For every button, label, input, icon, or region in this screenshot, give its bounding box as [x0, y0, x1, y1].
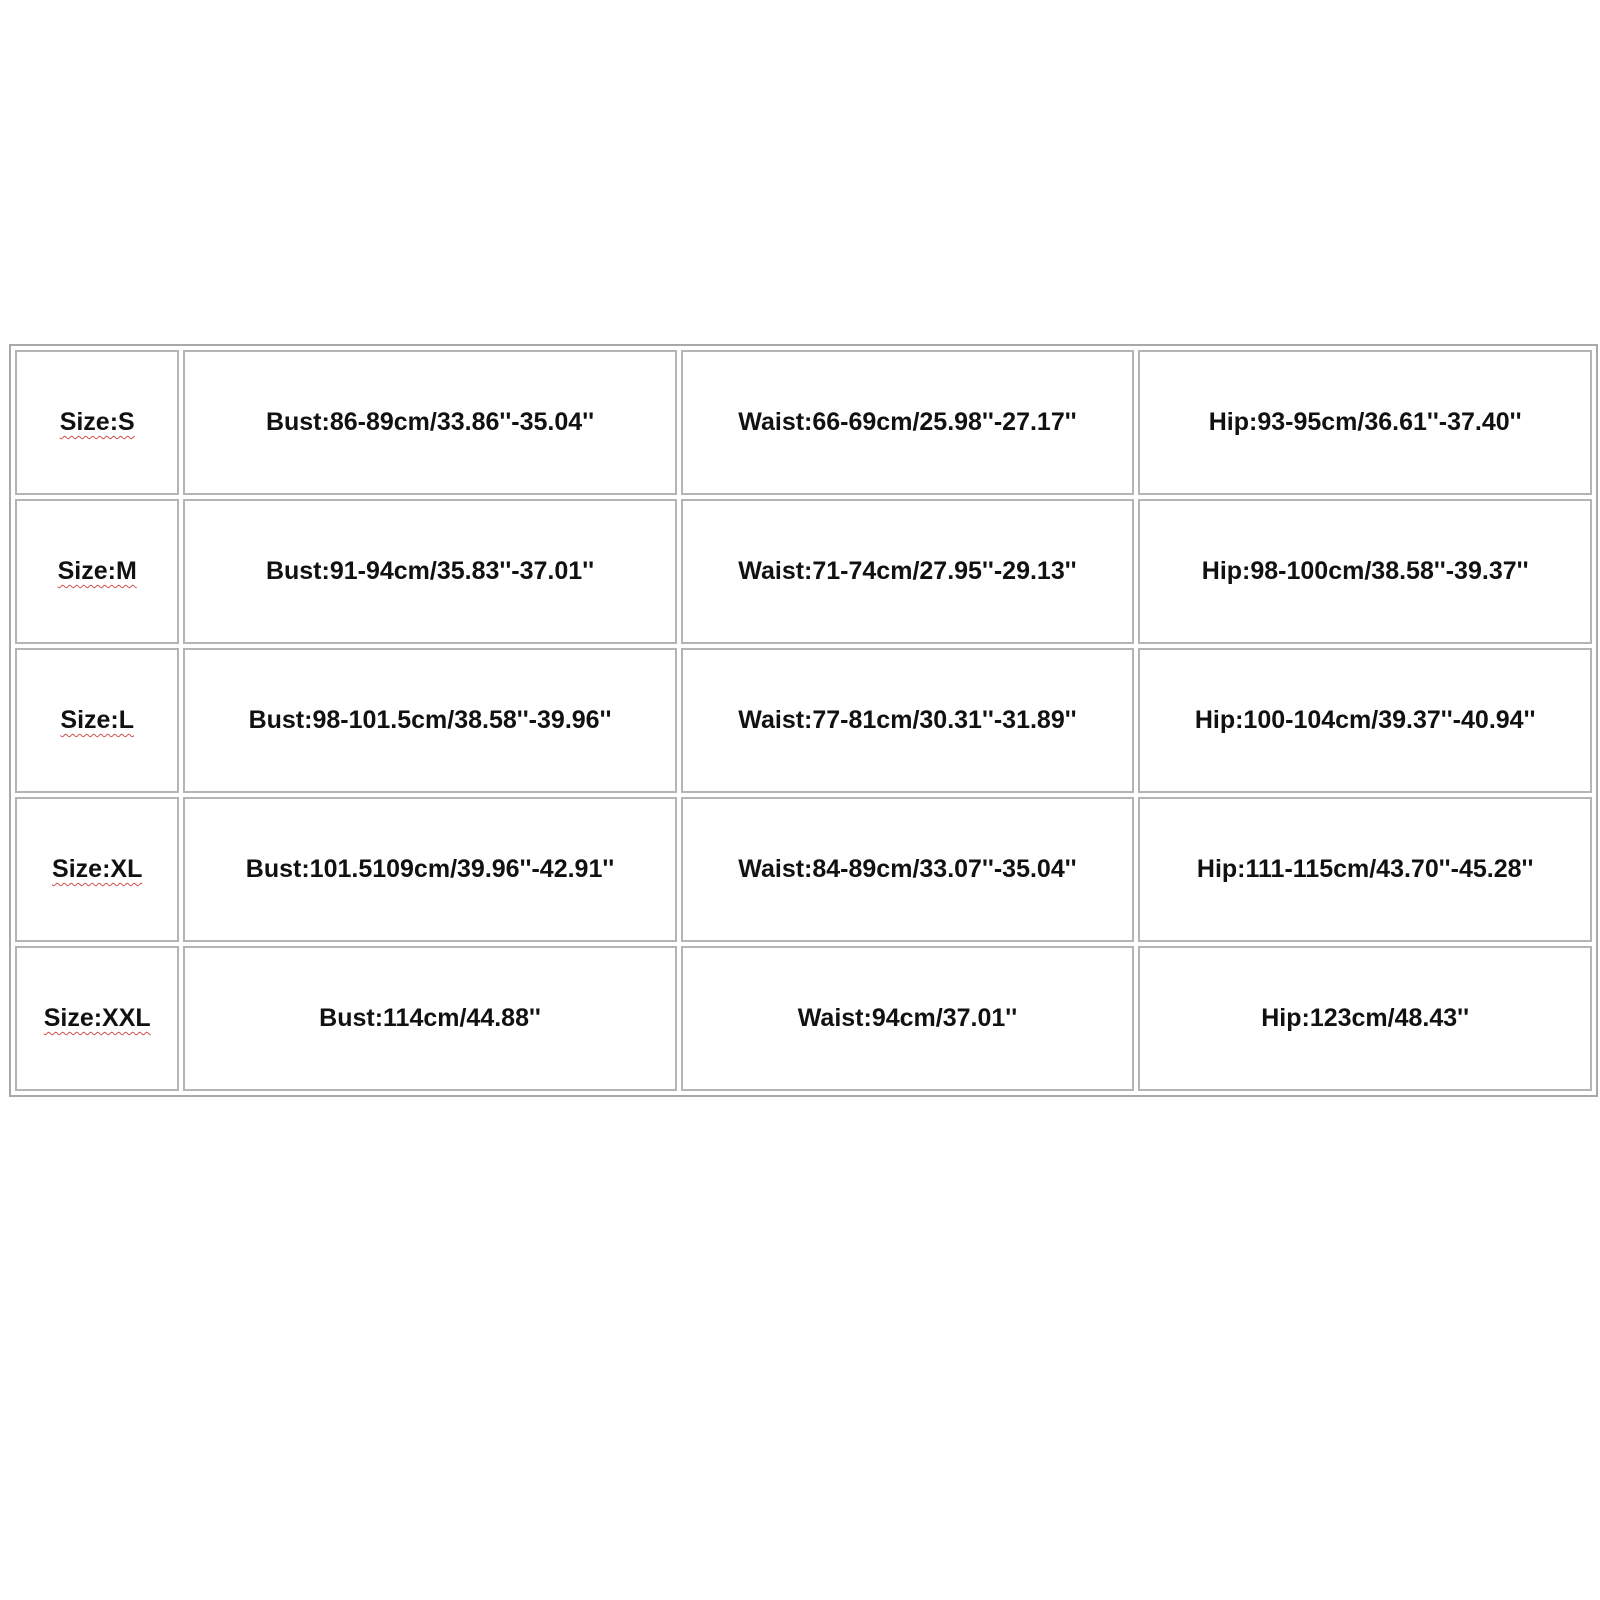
size-label: Size:XL — [52, 855, 143, 883]
waist-cell: Waist:71-74cm/27.95''-29.13'' — [681, 499, 1135, 644]
table-row — [15, 648, 1592, 793]
size-cell — [15, 648, 179, 793]
size-chart-table — [9, 344, 1598, 1097]
bust-cell: Bust:98-101.5cm/38.58''-39.96'' — [183, 648, 676, 793]
hip-cell: Hip:100-104cm/39.37''-40.94'' — [1138, 648, 1592, 793]
waist-cell: Waist:66-69cm/25.98''-27.17'' — [681, 350, 1135, 495]
waist-cell: Waist:84-89cm/33.07''-35.04'' — [681, 797, 1135, 942]
hip-cell: Hip:93-95cm/36.61''-37.40'' — [1138, 350, 1592, 495]
size-label: Size:XXL — [43, 1004, 151, 1032]
hip-cell: Hip:111-115cm/43.70''-45.28'' — [1138, 797, 1592, 942]
hip-cell: Hip:98-100cm/38.58''-39.37'' — [1138, 499, 1592, 644]
size-label: Size:L — [60, 706, 135, 734]
size-cell — [15, 499, 179, 644]
bust-cell: Bust:114cm/44.88'' — [183, 946, 676, 1091]
bust-cell: Bust:91-94cm/35.83''-37.01'' — [183, 499, 676, 644]
size-cell — [15, 797, 179, 942]
table-row — [15, 499, 1592, 644]
table-row — [15, 946, 1592, 1091]
table-row — [15, 350, 1592, 495]
size-cell — [15, 350, 179, 495]
hip-cell: Hip:123cm/48.43'' — [1138, 946, 1592, 1091]
waist-cell: Waist:94cm/37.01'' — [681, 946, 1135, 1091]
size-label: Size:M — [57, 557, 137, 585]
bust-cell: Bust:86-89cm/33.86''-35.04'' — [183, 350, 676, 495]
size-cell — [15, 946, 179, 1091]
bust-cell: Bust:101.5109cm/39.96''-42.91'' — [183, 797, 676, 942]
table-row — [15, 797, 1592, 942]
waist-cell: Waist:77-81cm/30.31''-31.89'' — [681, 648, 1135, 793]
size-label: Size:S — [59, 408, 135, 436]
